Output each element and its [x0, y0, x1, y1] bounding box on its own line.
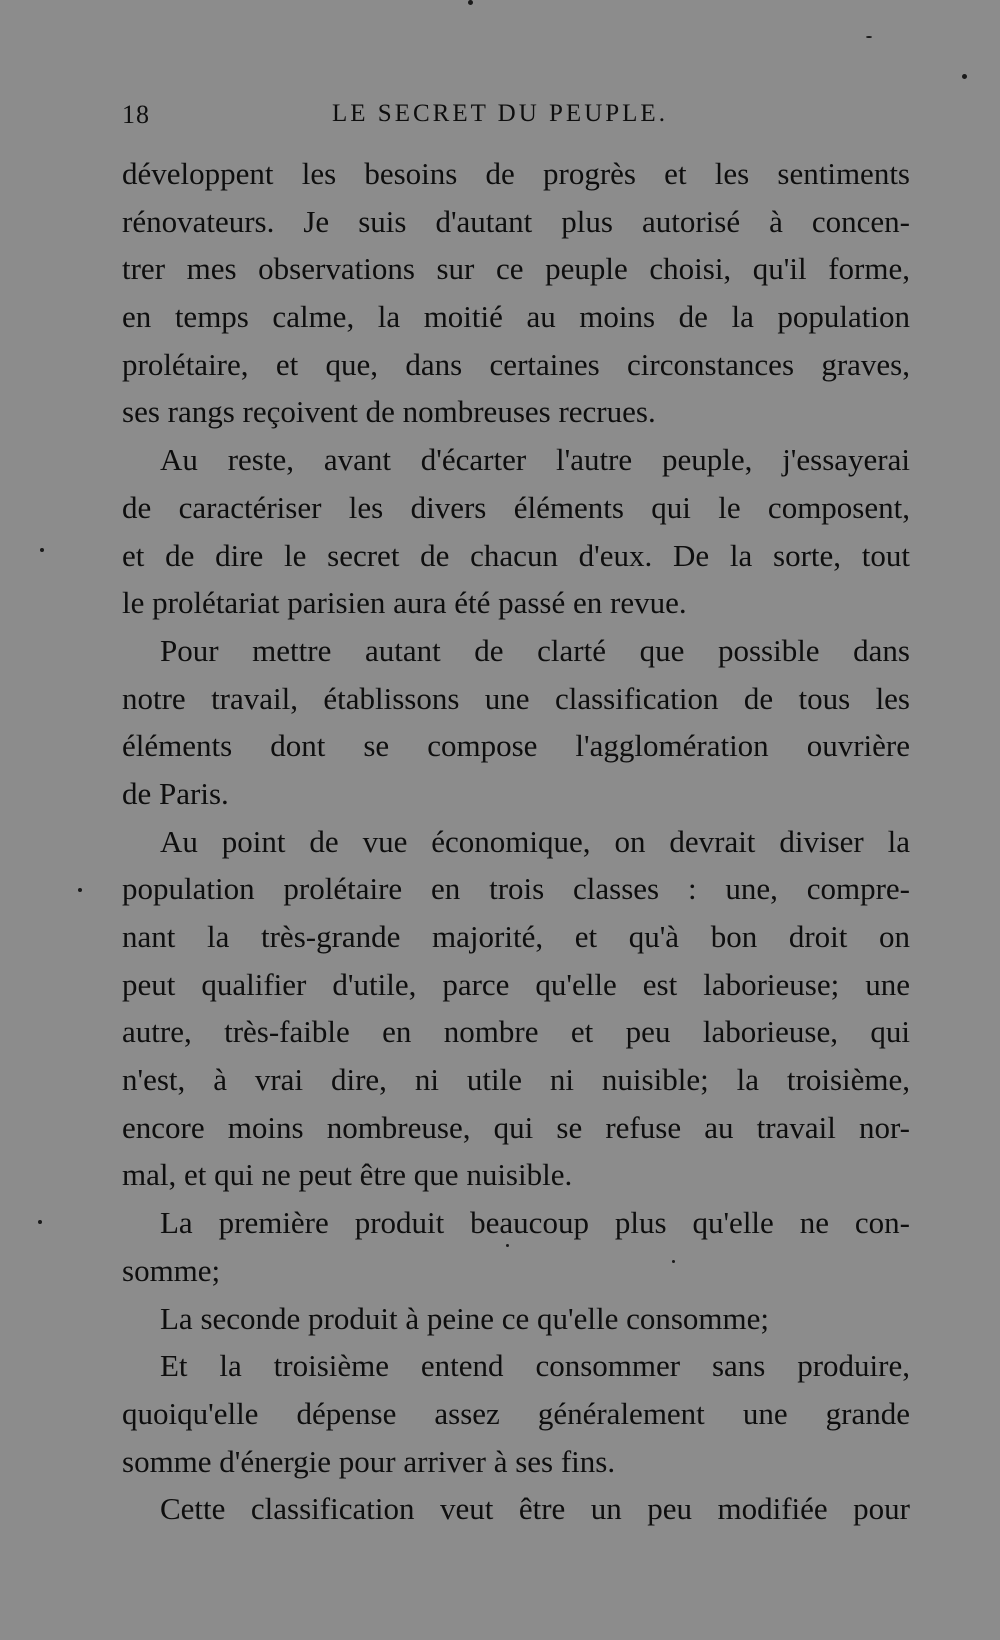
scan-speck — [40, 548, 44, 552]
text-line: éléments dont se compose l'agglomération ouvrière — [122, 728, 910, 764]
text-line: développent les besoins de progrès et les sentiments — [122, 156, 910, 191]
text-line: trer mes observations sur ce peuple choisi, qu'il forme, — [122, 251, 910, 287]
paragraph-start-line: Cette classification veut être un peu modifiée pour — [160, 1491, 910, 1527]
text-line: ses rangs reçoivent de nombreuses recrues. — [122, 394, 656, 430]
text-line: prolétaire, et que, dans certaines circonstances graves, — [122, 346, 910, 382]
scan-speck — [962, 74, 967, 79]
text-line: de caractériser les divers éléments qui le composent, — [122, 489, 910, 525]
paragraph-start-line: La première produit beaucoup plus qu'elle ne con- — [160, 1205, 910, 1241]
scan-speck — [38, 1220, 42, 1224]
paragraph-start-line: Et la troisième entend consommer sans produire, — [160, 1348, 910, 1384]
text-line: n'est, à vrai dire, ni utile ni nuisible; la troisième, — [122, 1062, 910, 1098]
text-line: nant la très-grande majorité, et qu'à bon droit on — [122, 919, 910, 954]
scan-speck — [672, 1260, 675, 1263]
text-line: quoiqu'elle dépense assez généralement une grande — [122, 1395, 910, 1431]
paragraph-start-line: La seconde produit à peine ce qu'elle consomme; — [160, 1300, 769, 1336]
page-number: 18 — [122, 100, 150, 129]
text-line: de Paris. — [122, 775, 229, 811]
running-title: LE SECRET DU PEUPLE. — [332, 100, 668, 127]
paragraph-start-line: Pour mettre autant de clarté que possible dans — [160, 632, 910, 668]
scan-speck — [506, 1244, 509, 1247]
paragraph-start-line: Au point de vue économique, on devrait diviser la — [160, 823, 910, 859]
text-line: peut qualifier d'utile, parce qu'elle est laborieuse; une — [122, 966, 910, 1002]
text-line: en temps calme, la moitié au moins de la population — [122, 299, 910, 335]
text-line: autre, très-faible en nombre et peu laborieuse, qui — [122, 1014, 910, 1050]
page-header — [122, 100, 910, 140]
text-line: notre travail, établissons une classification de tous les — [122, 680, 910, 716]
text-line: mal, et qui ne peut être que nuisible. — [122, 1157, 573, 1193]
text-line: population prolétaire en trois classes : une, compre- — [122, 871, 910, 907]
body-text — [122, 150, 910, 1533]
scan-speck — [78, 888, 82, 892]
scan-speck — [468, 0, 473, 5]
text-line: rénovateurs. Je suis d'autant plus autorisé à concen- — [122, 203, 910, 239]
text-line: somme d'énergie pour arriver à ses fins. — [122, 1443, 616, 1479]
text-line: somme; — [122, 1252, 221, 1288]
text-line: encore moins nombreuse, qui se refuse au travail nor- — [122, 1109, 910, 1145]
text-line: le prolétariat parisien aura été passé en revue. — [122, 585, 687, 621]
text-line: et de dire le secret de chacun d'eux. De la sorte, tout — [122, 537, 910, 573]
scan-speck — [866, 36, 872, 38]
paragraph-start-line: Au reste, avant d'écarter l'autre peuple, j'essayerai — [160, 442, 910, 478]
